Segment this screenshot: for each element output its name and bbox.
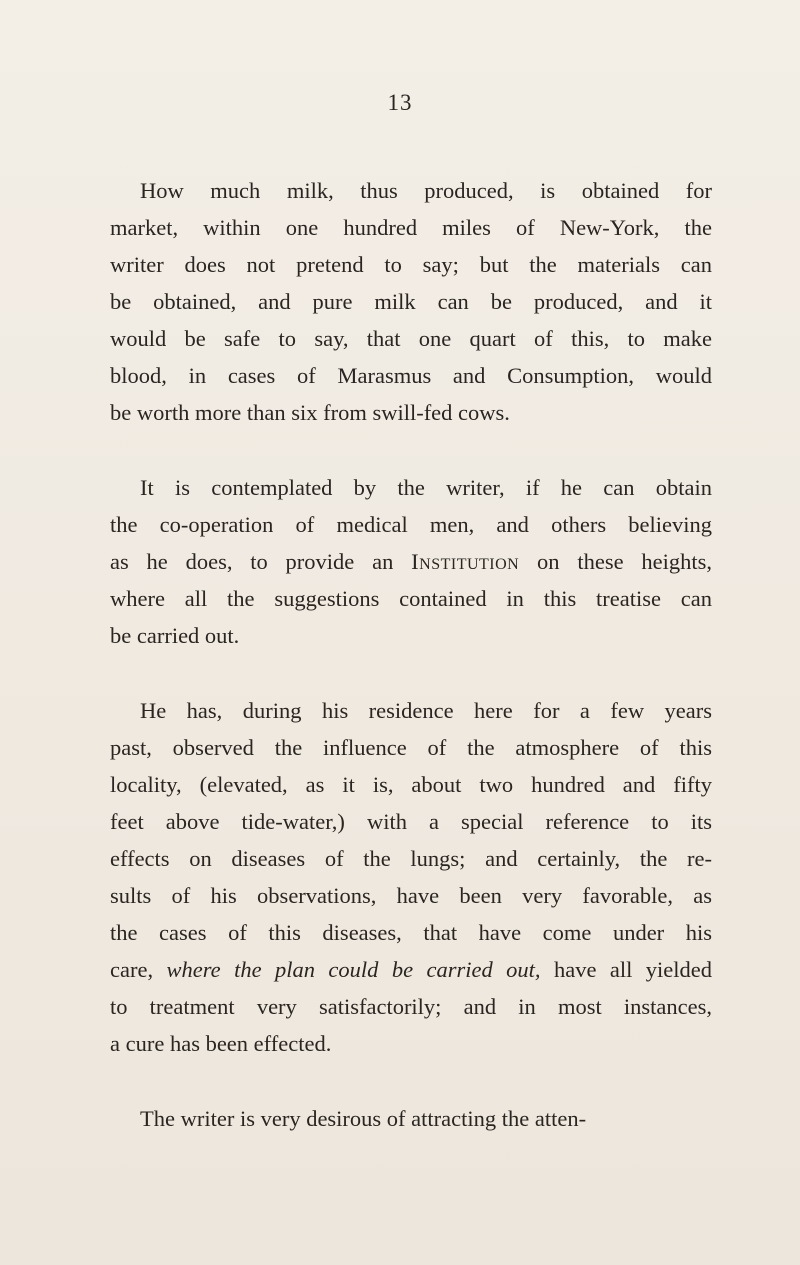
text-line: where all the suggestions contained in this treatise can [110,586,712,611]
paragraph-4 [110,1100,712,1137]
text-segment: have all yielded [540,957,713,982]
italic-phrase: where the plan could be carried out, [166,957,541,982]
text-line: It is contemplated by the writer, if he can obtain [140,475,712,500]
text-line: feet above tide-water,) with a special reference to its [110,809,712,834]
page-number: 13 [387,90,413,115]
text-line: the cases of this diseases, that have come under his [110,920,712,945]
text-segment: care, [110,957,167,982]
body-text [110,172,712,1137]
text-line: sults of his observations, have been very favorable, as [110,883,712,908]
text-line: past, observed the influence of the atmosphere of this [110,735,712,760]
text-line: locality, (elevated, as it is, about two hundred and fifty [110,772,712,797]
text-line: effects on diseases of the lungs; and certainly, the re- [110,846,712,871]
text-line: He has, during his residence here for a few years [140,698,712,723]
paragraph-1 [110,172,712,431]
text-line: be obtained, and pure milk can be produced, and it [110,289,712,314]
paragraph-gap [110,654,712,692]
institution-smallcaps: Institution [411,549,520,574]
text-line [110,951,712,988]
text-line: writer does not pretend to say; but the materials can [110,252,712,277]
text-line: the co-operation of medical men, and others believing [110,512,712,537]
text-line [110,543,712,580]
paragraph-3 [110,692,712,1062]
paragraph-gap [110,1062,712,1100]
text-line: to treatment very satisfactorily; and in most instances, [110,994,712,1019]
text-line: How much milk, thus produced, is obtained for [140,178,712,203]
text-line: a cure has been effected. [110,1031,332,1056]
text-line: be worth more than six from swill-fed cows. [110,400,510,425]
text-line: would be safe to say, that one quart of this, to make [110,326,712,351]
text-line: market, within one hundred miles of New-York, the [110,215,712,240]
text-line: The writer is very desirous of attracting the atten- [140,1106,587,1131]
paragraph-2 [110,469,712,654]
paragraph-gap [110,431,712,469]
text-line: be carried out. [110,623,240,648]
text-line: blood, in cases of Marasmus and Consumption, would [110,363,712,388]
text-segment: as he does, to provide an [110,549,412,574]
text-segment: on these heights, [519,549,712,574]
